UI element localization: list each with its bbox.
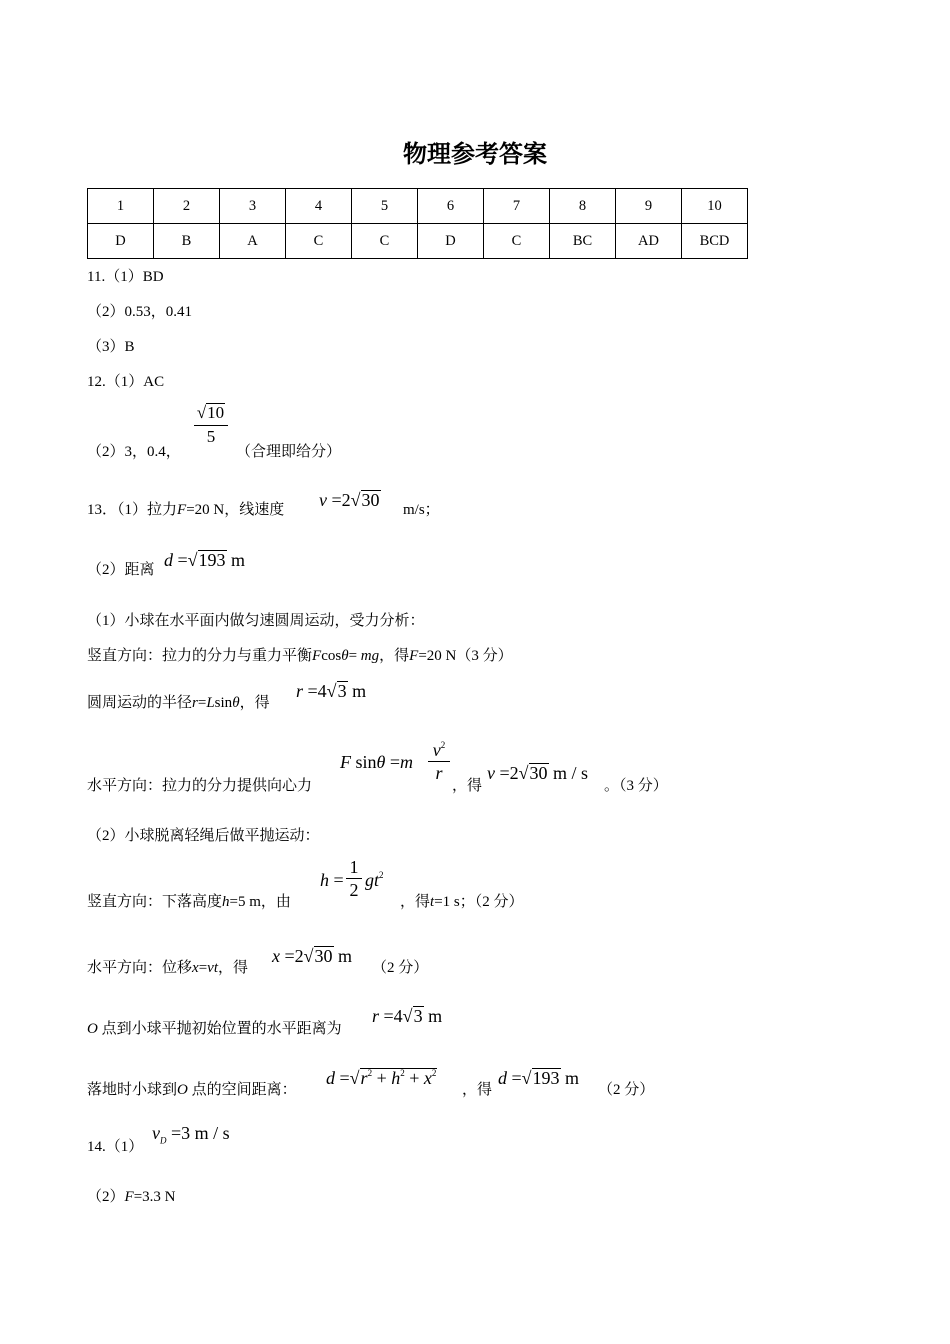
- q13-l8-d: =1 s；（2 分）: [434, 894, 524, 910]
- q14-part1-formula: [152, 1123, 230, 1146]
- q14-v: v: [152, 1123, 160, 1143]
- q13-line8: [87, 890, 291, 911]
- q13-l5-a: 圆周运动的半径: [87, 695, 193, 711]
- q13-l10-r: r: [372, 1006, 380, 1026]
- q13-line11: [87, 1078, 297, 1099]
- q13-l8-rest: [400, 890, 524, 911]
- q13-l6-eq: =: [385, 752, 401, 772]
- q13-line3: （1）小球在水平面内做匀速圆周运动，受力分析：: [87, 613, 425, 629]
- q13-l10-a: 点到小球平抛初始位置的水平距离为: [97, 1021, 342, 1037]
- q12-part1: 12.（1）AC: [87, 374, 165, 390]
- q13-line9: [87, 956, 248, 977]
- q13-l8-fraction: [346, 857, 362, 902]
- q13-l10-rad: 3: [413, 1006, 423, 1026]
- q13-l9-eq2: =2: [280, 946, 304, 966]
- table-cell: 10: [682, 189, 748, 224]
- q12-part2-suffix: （合理即给分）: [236, 444, 342, 460]
- q11-part2: （2）0.53，0.41: [87, 304, 193, 320]
- q14-p2-prefix: （2）: [87, 1189, 125, 1205]
- q13-l10-eq: =4: [379, 1006, 403, 1026]
- q13-l8-formula: [320, 870, 344, 891]
- q12-frac-den: 5: [206, 427, 216, 446]
- q13-l4-F2: F: [409, 648, 419, 664]
- q13-l11-formula: $d =√r^2 + h^2 + x^2$: [326, 1068, 437, 1088]
- q13-l6-b: ，得: [452, 778, 483, 794]
- q13-l4-eq: =: [348, 648, 361, 664]
- table-cell: C: [484, 224, 550, 259]
- table-cell: D: [88, 224, 154, 259]
- q13-l8-eq: =: [329, 870, 344, 890]
- q13-l8-h2: h: [320, 870, 329, 890]
- q13-l5-L: L: [206, 695, 215, 711]
- q13-l5-theta: θ: [232, 695, 240, 711]
- q13-l9-rad: 30: [314, 946, 333, 966]
- q13-l6-sq: 2: [440, 740, 446, 750]
- q13-l9-x: x: [192, 960, 199, 976]
- q13-l9-c: （2 分）: [372, 960, 429, 976]
- q13-l11-h: h: [391, 1068, 401, 1088]
- q13-l9-b: ，得: [217, 960, 248, 976]
- answer-table: [87, 188, 748, 259]
- q12-fraction: √10 5: [194, 402, 228, 447]
- q13-l6-eq2: =2: [495, 763, 519, 783]
- table-cell: 9: [616, 189, 682, 224]
- q13-l5-r: r: [192, 695, 198, 711]
- q13-l8-b: =5 m，由: [229, 894, 291, 910]
- q13-l8-h: h: [222, 894, 230, 910]
- q13-l11-plus1: +: [372, 1068, 392, 1088]
- q13-l4-a: 竖直方向：拉力的分力与重力平衡: [87, 648, 313, 664]
- q13-l8-num: 1: [346, 857, 362, 879]
- q13-l11-r: r: [360, 1068, 368, 1088]
- q13-l6-unit: m / s: [548, 763, 589, 783]
- q12-frac-num: 10: [207, 403, 225, 422]
- table-cell: 3: [220, 189, 286, 224]
- q13-l9-formula: x =2√30 m: [272, 946, 353, 966]
- q13-l6-m: m: [400, 752, 414, 772]
- table-cell: 6: [418, 189, 484, 224]
- table-cell: A: [220, 224, 286, 259]
- q13-l11-sq-x: 2: [431, 1068, 437, 1078]
- q13-l8-den: 2: [349, 879, 359, 900]
- q13-l11-sq-h: 2: [400, 1068, 405, 1078]
- q13-l2-formula: d =√193 m: [164, 550, 246, 570]
- q13-l5-formula: r =4√3 m: [296, 681, 367, 701]
- q13-l5-rad: 3: [337, 681, 347, 701]
- q13-l11-rad: 193: [532, 1068, 560, 1088]
- table-cell: C: [352, 224, 418, 259]
- q14-v-sub: D: [160, 1135, 167, 1146]
- q13-line1: [87, 498, 284, 519]
- q13-l11-x: x: [423, 1068, 432, 1088]
- q13-l1-rad: 30: [361, 490, 380, 510]
- q13-l11-a: 落地时小球到: [87, 1082, 178, 1098]
- q14-p2-F: F: [124, 1189, 134, 1205]
- q13-l11-e: （2 分）: [598, 1082, 655, 1098]
- q13-l6-formula2: v =2√30 m / s: [487, 763, 589, 783]
- q13-l8-t: t: [430, 894, 435, 910]
- q13-l2-d: d: [164, 550, 173, 570]
- q13-l8-a: 竖直方向：下落高度: [87, 894, 223, 910]
- q13-l11-d2: d: [498, 1068, 507, 1088]
- q13-l5-unit: m: [347, 681, 367, 701]
- table-cell: 4: [286, 189, 352, 224]
- q13-l8-g: gt: [365, 870, 380, 890]
- q13-line4: [87, 644, 513, 665]
- q13-l8-gt: [365, 870, 384, 891]
- q13-l9-unit: m: [333, 946, 353, 966]
- q13-l4-cos: cos: [321, 648, 342, 664]
- q13-l1-formula: v =2√30: [319, 490, 380, 510]
- q14-p2-val: =3.3 N: [133, 1189, 176, 1205]
- q13-l9-a: 水平方向：位移: [87, 960, 193, 976]
- q13-l11-eq: =: [335, 1068, 350, 1088]
- table-cell: BC: [550, 224, 616, 259]
- q13-l6-den: r: [435, 762, 443, 783]
- q13-l1-v: v: [319, 490, 327, 510]
- q13-l5-eq2: =4: [303, 681, 327, 701]
- q13-l11-d: d: [326, 1068, 335, 1088]
- q13-line7: （2）小球脱离轻绳后做平抛运动：: [87, 828, 320, 844]
- q13-l11-sq-r: 2: [367, 1068, 373, 1078]
- q13-l5-b: ，得: [239, 695, 270, 711]
- table-cell: 5: [352, 189, 418, 224]
- q11-part1: 11.（1）BD: [87, 269, 164, 285]
- q13-l2-unit: m: [226, 550, 246, 570]
- q13-l2-prefix: （2）距离: [87, 562, 155, 578]
- q13-l4-mg: mg: [360, 648, 380, 664]
- q14-eq: =3 m / s: [166, 1123, 230, 1143]
- q13-l4-F: F: [312, 648, 322, 664]
- q14-part2: [87, 1185, 175, 1206]
- q13-l8-sq: 2: [379, 870, 384, 880]
- table-cell: 8: [550, 189, 616, 224]
- table-cell: BCD: [682, 224, 748, 259]
- q13-l6-fraction: [428, 740, 450, 785]
- q13-l11-c: ，得: [462, 1082, 493, 1098]
- q13-line5: [87, 691, 270, 712]
- q12-part2: [87, 440, 181, 461]
- q13-l4-theta: θ: [341, 648, 349, 664]
- q13-l1-prefix: 13．（1）拉力: [87, 502, 178, 518]
- q13-l4-b: ，得: [379, 648, 410, 664]
- q14-part1-prefix: 14.（1）: [87, 1139, 144, 1155]
- q13-l6-theta: θ: [376, 752, 386, 772]
- q13-l6-v: v: [487, 763, 495, 783]
- q13-l5-eq: =: [197, 695, 207, 711]
- q13-l1-eq: =2: [327, 490, 351, 510]
- q13-l11-unit: m: [560, 1068, 580, 1088]
- q13-l1-unit: m/s；: [403, 502, 440, 518]
- q13-l5-sin: sin: [214, 695, 233, 711]
- q12-part2-prefix: （2）3，0.4，: [87, 444, 181, 460]
- table-cell: 1: [88, 189, 154, 224]
- q13-l6-a: 水平方向：拉力的分力提供向心力: [87, 778, 313, 794]
- q13-l11-eq2: =: [507, 1068, 522, 1088]
- q11-part3: （3）B: [87, 339, 135, 355]
- q13-l9-eq: =: [198, 960, 208, 976]
- q13-l1-F: F: [177, 502, 187, 518]
- q13-l6-c: 。（3 分）: [604, 778, 668, 794]
- q13-l6-sin: sin: [351, 752, 377, 772]
- table-cell: C: [286, 224, 352, 259]
- table-cell: 7: [484, 189, 550, 224]
- table-cell: B: [154, 224, 220, 259]
- q13-l8-c: ，得: [400, 894, 431, 910]
- q13-l11-formula2: d =√193 m: [498, 1068, 580, 1088]
- q13-l10-unit: m: [423, 1006, 443, 1026]
- q13-l11-O: O: [177, 1082, 188, 1098]
- q13-l6-formula: [340, 752, 413, 773]
- q13-l6-F: F: [340, 752, 351, 772]
- q13-l9-vt: vt: [207, 960, 218, 976]
- page-title: 物理参考答案: [403, 142, 547, 168]
- table-header-row: [88, 189, 748, 224]
- q13-l10-O: O: [87, 1021, 98, 1037]
- q13-l2-rad: 193: [198, 550, 226, 570]
- q13-l6-num: v: [432, 740, 441, 760]
- table-cell: AD: [616, 224, 682, 259]
- table-cell: 2: [154, 189, 220, 224]
- q13-l9-x2: x: [272, 946, 280, 966]
- q13-l11-plus2: +: [404, 1068, 424, 1088]
- table-answer-row: [88, 224, 748, 259]
- q13-l10-formula: r =4√3 m: [372, 1006, 443, 1026]
- q13-l6-rad: 30: [529, 763, 548, 783]
- q13-l4-c: =20 N（3 分）: [418, 648, 513, 664]
- q13-l1-mid: =20 N，线速度: [186, 502, 285, 518]
- q13-l11-b: 点的空间距离：: [187, 1082, 297, 1098]
- q13-l5-r2: r: [296, 681, 304, 701]
- q13-l2-eq: =: [173, 550, 188, 570]
- q13-line10: [87, 1017, 342, 1038]
- q13-l11-rad-expr: [360, 1068, 438, 1088]
- table-cell: D: [418, 224, 484, 259]
